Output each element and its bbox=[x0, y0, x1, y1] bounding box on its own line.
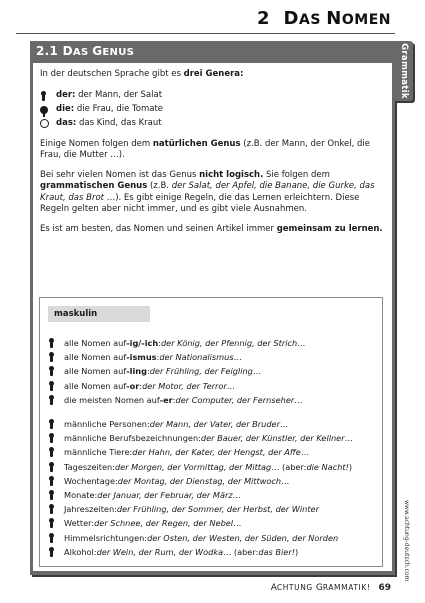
chapter-number: 2 bbox=[256, 8, 270, 29]
masculine-icon bbox=[48, 518, 55, 528]
masculine-icon bbox=[48, 338, 55, 348]
grammatik-side-tab: Grammatik bbox=[395, 41, 413, 101]
list-item: alle Nomen auf -ismus : der Nationalismus … bbox=[48, 350, 378, 364]
list-item: die meisten Nomen auf -er : der Computer, der Fernseher … bbox=[48, 393, 378, 407]
list-item: Wochentage: der Montag, der Dienstag, der Mittwoch … bbox=[48, 474, 378, 488]
list-item: Jahreszeiten: der Frühling, der Sommer, der Herbst, der Winter bbox=[48, 502, 378, 516]
page-number: 69 bbox=[378, 583, 391, 593]
page-footer: ACHTUNG GRAMMATIK! 69 bbox=[270, 583, 391, 593]
masculine-icon bbox=[48, 533, 55, 543]
chapter-title: 2 DAS NOMEN bbox=[256, 8, 391, 29]
section-title: 2.1 DAS GENUS bbox=[36, 44, 135, 58]
neuter-icon bbox=[40, 119, 49, 128]
list-item: Monate: der Januar, der Februar, der März … bbox=[48, 488, 378, 502]
masculine-icon bbox=[48, 352, 55, 362]
list-item: männliche Berufsbezeichnungen: der Bauer, der Künstler, der Kellner … bbox=[48, 431, 378, 445]
list-item: alle Nomen auf -ling : der Frühling, der Feigling … bbox=[48, 364, 378, 378]
section-header bbox=[30, 41, 395, 63]
genus-row-masculine: der: der Mann, der Salat bbox=[40, 89, 386, 103]
masculine-icon bbox=[48, 504, 55, 514]
maskulin-rules-box bbox=[39, 297, 383, 567]
masculine-icon bbox=[48, 433, 55, 443]
masculine-icon bbox=[48, 490, 55, 500]
list-item: alle Nomen auf -or : der Motor, der Terror … bbox=[48, 379, 378, 393]
box-label: maskulin bbox=[48, 306, 150, 322]
masculine-icon bbox=[40, 91, 47, 101]
list-item: Himmelsrichtungen: der Osten, der Westen, der Süden, der Norden bbox=[48, 530, 378, 544]
genus-row-neuter: das: das Kind, das Kraut bbox=[40, 117, 386, 131]
masculine-icon bbox=[48, 381, 55, 391]
list-item: alle Nomen auf -ig/-ich : der König, der Pfennig, der Strich … bbox=[48, 336, 378, 350]
list-item: Alkohol: der Wein, der Rum, der Wodka … (aber: das Bier! ) bbox=[48, 545, 378, 559]
list-item: männliche Tiere: der Hahn, der Kater, der Hengst, der Affe … bbox=[48, 445, 378, 459]
section-frame bbox=[30, 41, 395, 575]
list-item: Wetter: der Schnee, der Regen, der Nebel … bbox=[48, 516, 378, 530]
masculine-icon bbox=[48, 547, 55, 557]
paragraph-grammatical-genus: Bei sehr vielen Nomen ist das Genus nicht logisch. Sie folgen dem grammatischen Genus (z.B. der Salat, der Apfel, die Banane, die Gurke, das Kraut, das Brot …). Es gibt einige Regeln, die das Lernen erleichtern. Diese Regeln gelten aber nicht immer, und es gibt viele Ausnahmen. bbox=[40, 169, 375, 214]
masculine-icon bbox=[48, 395, 55, 405]
paragraph-natural-genus: Einige Nomen folgen dem natürlichen Genus (z.B. der Mann, der Onkel, die Frau, die Mutter …). bbox=[40, 138, 371, 160]
masculine-icon bbox=[48, 476, 55, 486]
paragraph-learn-together: Es ist am besten, das Nomen und seinen Artikel immer gemeinsam zu lernen. bbox=[40, 223, 383, 234]
masculine-icon bbox=[48, 366, 55, 376]
list-item: Tageszeiten: der Morgen, der Vormittag, der Mittag … (aber: die Nacht! ) bbox=[48, 460, 378, 474]
side-url: www.achtung-deutsch.com bbox=[403, 500, 410, 582]
masculine-icon bbox=[48, 447, 55, 457]
genus-row-feminine: die: die Frau, die Tomate bbox=[40, 103, 386, 117]
section-body bbox=[33, 63, 392, 571]
intro-line: In der deutschen Sprache gibt es drei Genera: bbox=[40, 69, 244, 79]
masculine-icon bbox=[48, 462, 55, 472]
feminine-icon bbox=[40, 106, 48, 114]
rules-list bbox=[48, 336, 378, 559]
intro-content bbox=[40, 69, 386, 235]
list-item: männliche Personen: der Mann, der Vater, der Bruder … bbox=[48, 417, 378, 431]
masculine-icon bbox=[48, 419, 55, 429]
header-rule bbox=[16, 33, 395, 34]
